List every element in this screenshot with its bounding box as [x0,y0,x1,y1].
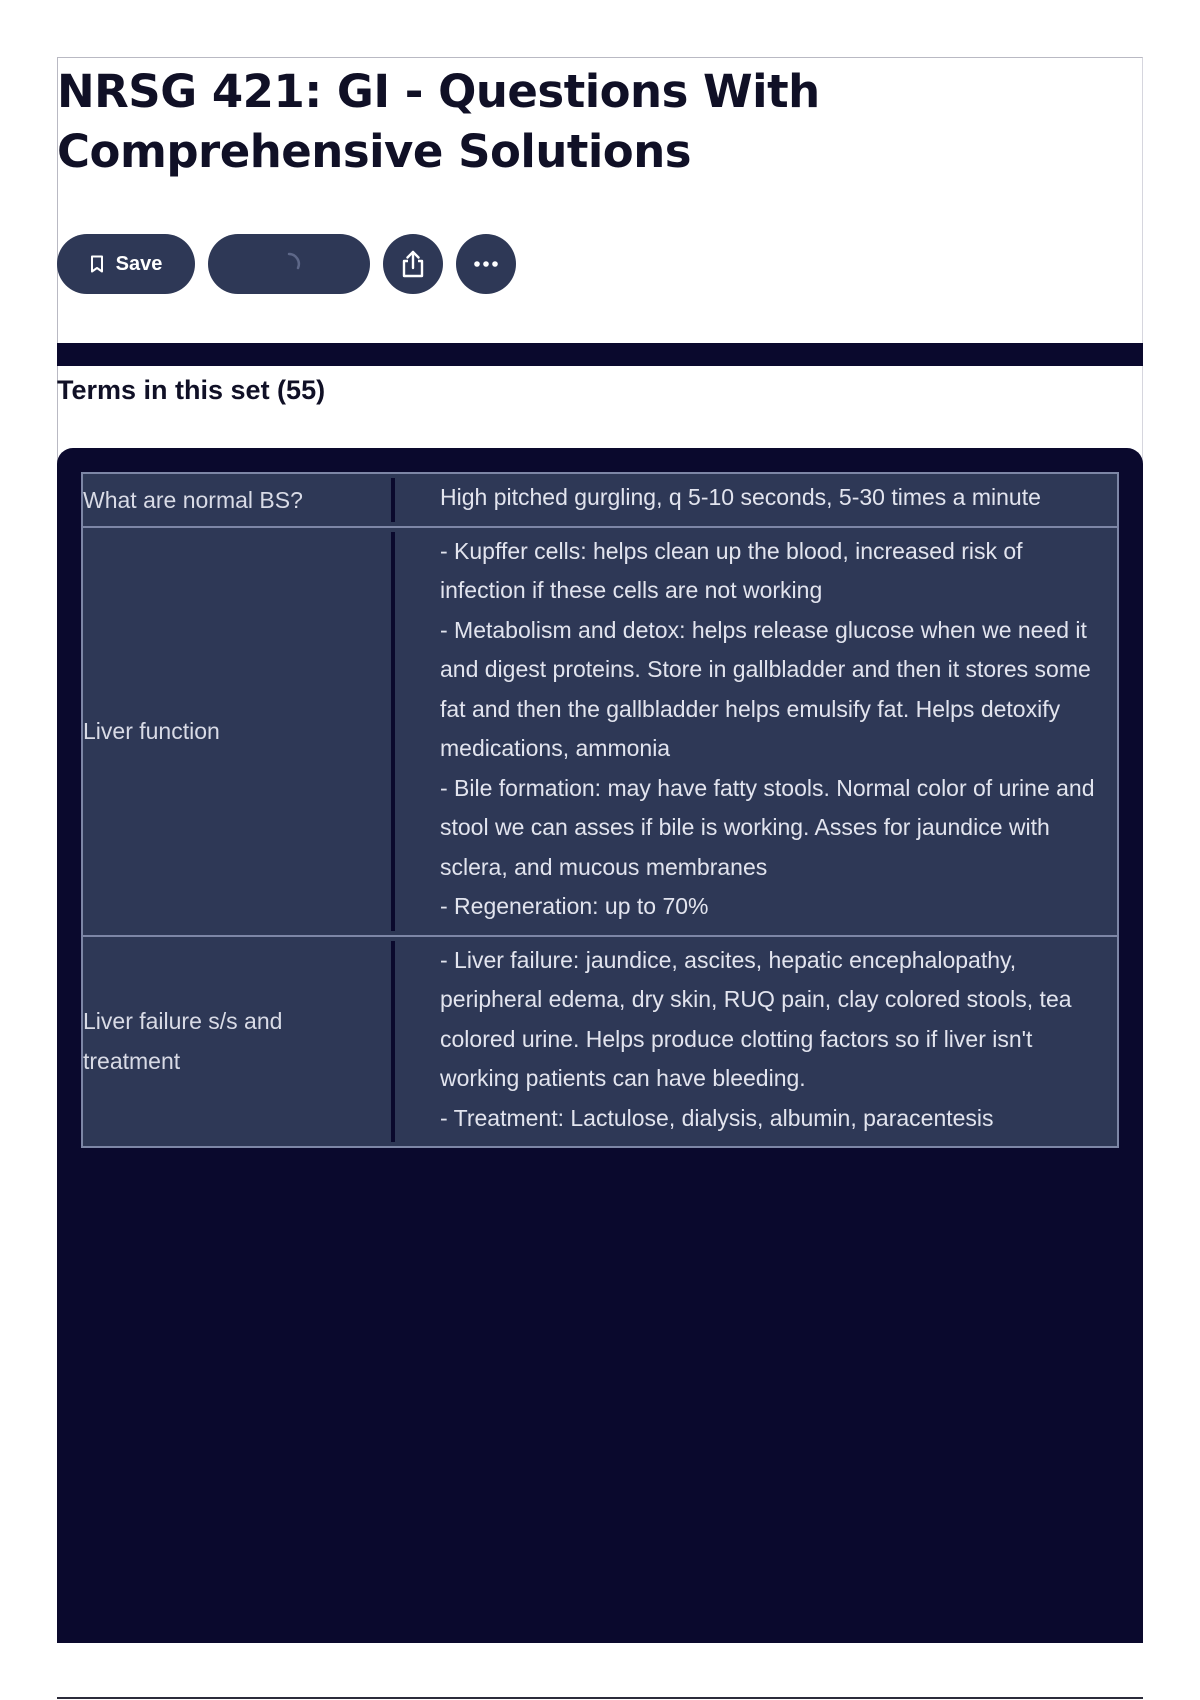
term-card [83,935,1117,1147]
definition-line: - Metabolism and detox: helps release glucose when we need it and digest proteins. Store in gallbladder and then it stores some fat and then the gallbladder helps emulsify fat. Helps detoxify medications, ammonia [440,616,1091,761]
definition-line: - Regeneration: up to 70% [440,893,709,919]
section-divider [57,343,1143,366]
term-card [83,474,1117,526]
toolbar [57,234,516,294]
definition-line: High pitched gurgling, q 5-10 seconds, 5-30 times a minute [440,484,1041,510]
save-button-label: Save [115,252,163,275]
term-card [83,526,1117,935]
more-dots-icon [473,260,499,268]
definition-line: - Treatment: Lactulose, dialysis, albumin, paracentesis [440,1104,994,1131]
save-button[interactable] [57,234,195,294]
share-button[interactable] [383,234,443,294]
terms-list [81,472,1119,1148]
definition-line: - Kupffer cells: helps clean up the blood, increased risk of infection if these cells are not working [440,537,1023,603]
spinner-icon [276,251,302,277]
term-text: What are normal BS? [83,486,303,513]
definition-line: - Bile formation: may have fatty stools. Normal color of urine and stool we can asses if bile is working. Asses for jaundice with sclera, and mucous membranes [440,774,1095,880]
definition-text [395,528,1117,935]
share-icon [400,250,426,278]
page-title: NRSG 421: GI - Questions With Comprehensive Solutions [57,65,820,178]
term-text: Liver failure s/s and treatment [83,1008,283,1075]
definition-line: - Liver failure: jaundice, ascites, hepatic encephalopathy, peripheral edema, dry skin, RUQ pain, clay colored stools, tea colored urine. Helps produce clotting factors so if liver isn't working patients can have bleeding. [440,946,1072,1091]
footer-divider [57,1697,1143,1699]
bookmark-icon [90,255,104,273]
more-options-button[interactable] [456,234,516,294]
loading-button[interactable] [208,234,370,294]
terms-heading: Terms in this set (55) [57,375,326,405]
term-text: Liver function [83,718,220,744]
definition-text [395,937,1117,1147]
definition-text [395,474,1117,526]
